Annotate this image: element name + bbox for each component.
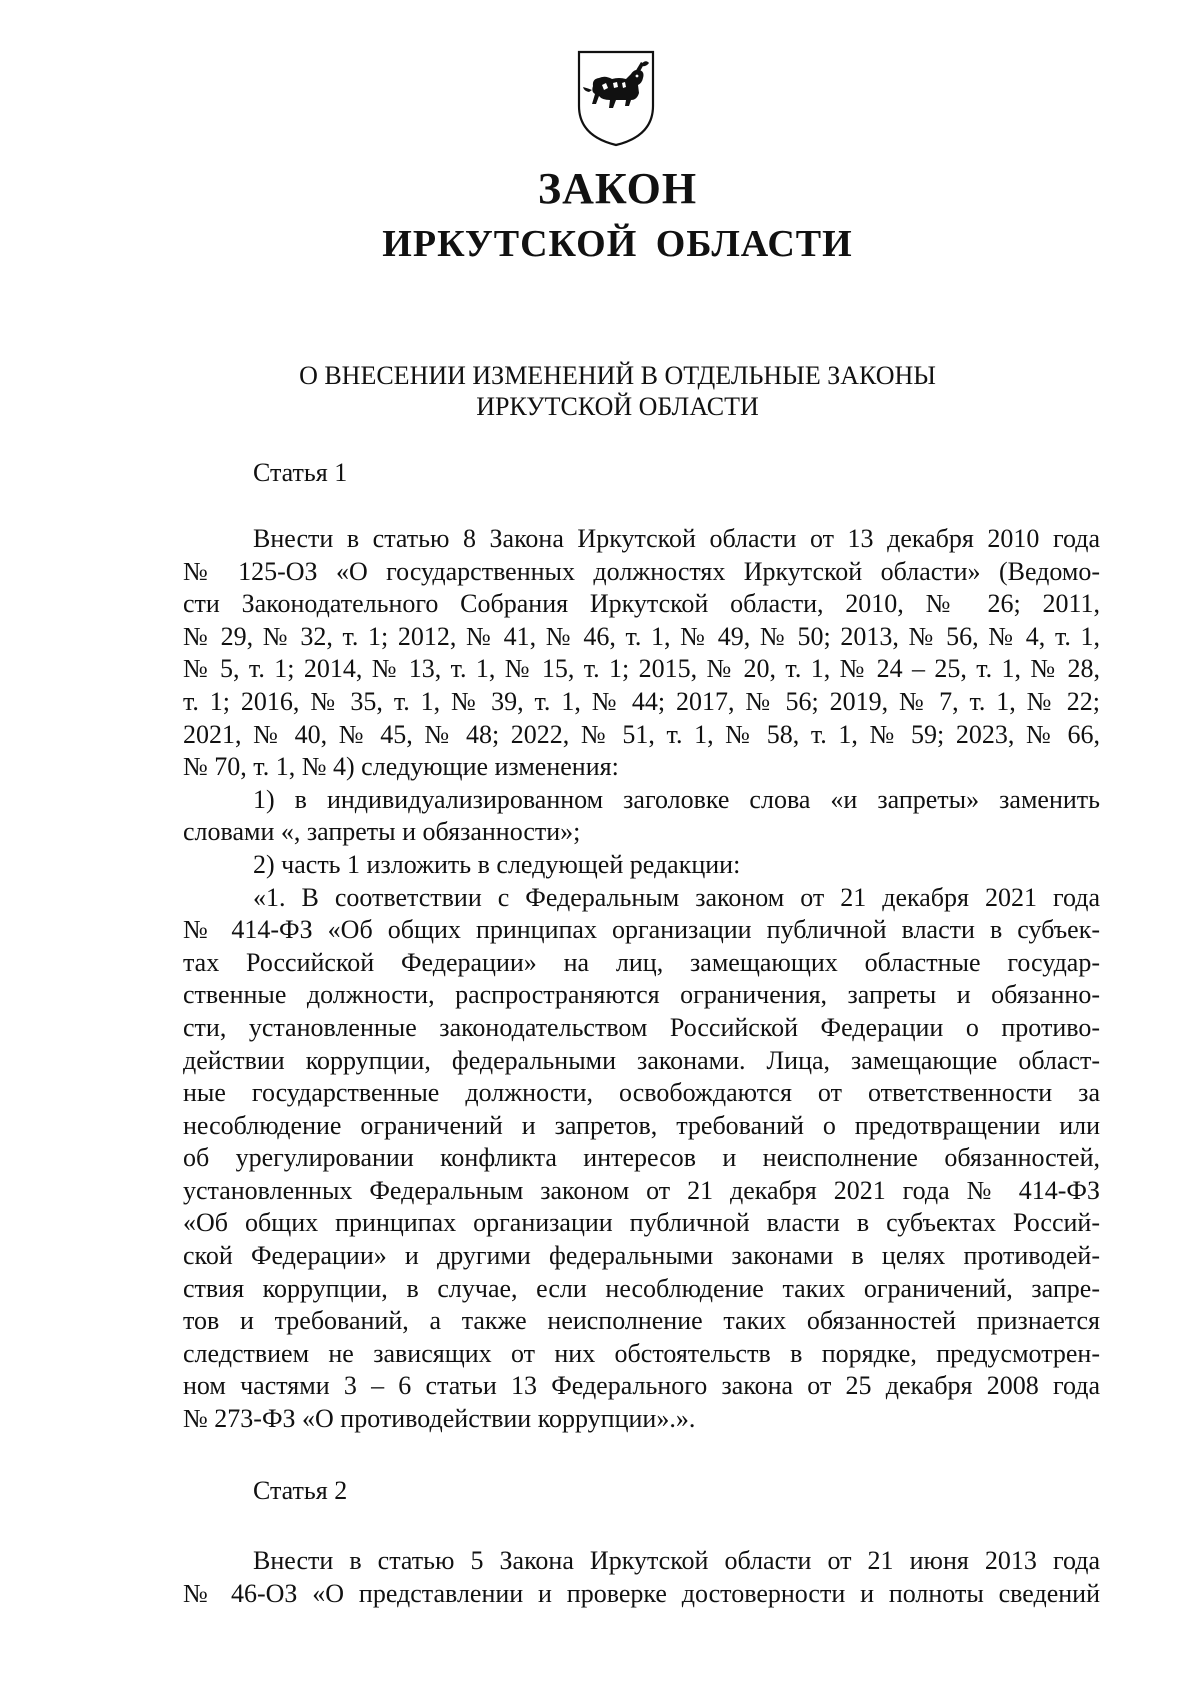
text-line: Внести в статью 8 Закона Иркутской области от 13 декабря 2010 года: [253, 524, 1100, 553]
text-line: тах Российской Федерации» на лиц, замещающих областные государ-: [183, 947, 1100, 977]
article-1-body: [183, 523, 1100, 1436]
text-line: тов и требований, а также неисполнение таких обязанностей признается: [183, 1306, 1100, 1336]
text-line: № 5, т. 1; 2014, № 13, т. 1, № 15, т. 1; 2015, № 20, т. 1, № 24 – 25, т. 1, № 28,: [183, 654, 1100, 684]
text-line: 2021, № 40, № 45, № 48; 2022, № 51, т. 1, № 58, т. 1, № 59; 2023, № 66,: [183, 719, 1100, 749]
text-line: об урегулировании конфликта интересов и неисполнение обязанностей,: [183, 1143, 1100, 1173]
text-line: № 46-ОЗ «О представлении и проверке достоверности и полноты сведений: [183, 1578, 1100, 1608]
law-title: ЗАКОН: [537, 164, 698, 213]
text-line: № 125-ОЗ «О государственных должностях Иркутской области» (Ведомо-: [183, 556, 1100, 586]
text-line: Внести в статью 5 Закона Иркутской области от 21 июня 2013 года: [253, 1546, 1100, 1575]
text-line: № 414-ФЗ «Об общих принципах организации публичной власти в субъек-: [183, 915, 1100, 945]
article-1-heading: Статья 1: [253, 458, 348, 487]
article-2-body: [183, 1545, 1100, 1610]
text-line: 1) в индивидуализированном заголовке слова «и запреты» заменить: [253, 784, 1100, 814]
subtitle-line: ИРКУТСКОЙ ОБЛАСТИ: [476, 392, 759, 421]
text-line: установленных Федеральным законом от 21 декабря 2021 года № 414-ФЗ: [183, 1175, 1100, 1205]
text-line: № 70, т. 1, № 4) следующие изменения:: [183, 752, 619, 782]
text-line: ном частями 3 – 6 статьи 13 Федерального закона от 25 декабря 2008 года: [183, 1371, 1100, 1401]
text-line: ные государственные должности, освобождаются от ответственности за: [183, 1078, 1100, 1108]
text-line: ствия коррупции, в случае, если несоблюдение таких ограничений, запре-: [183, 1273, 1100, 1303]
text-line: ственные должности, распространяются ограничения, запреты и обязанно-: [183, 980, 1100, 1010]
subtitle-line: О ВНЕСЕНИИ ИЗМЕНЕНИЙ В ОТДЕЛЬНЫЕ ЗАКОНЫ: [299, 361, 936, 390]
text-line: словами «, запреты и обязанности»;: [183, 817, 581, 847]
text-line: т. 1; 2016, № 35, т. 1, № 39, т. 1, № 44; 2017, № 56; 2019, № 7, т. 1, № 22;: [183, 686, 1100, 716]
region-title: ИРКУТСКОЙ ОБЛАСТИ: [382, 223, 853, 265]
text-line: сти Законодательного Собрания Иркутской области, 2010, № 26; 2011,: [183, 589, 1100, 619]
text-line: «Об общих принципах организации публичной власти в субъектах Россий-: [183, 1208, 1100, 1238]
text-line: несоблюдение ограничений и запретов, требований о предотвращении или: [183, 1110, 1100, 1140]
text-line: действии коррупции, федеральными законами. Лица, замещающие област-: [183, 1045, 1100, 1075]
text-line: ской Федерации» и другими федеральными законами в целях противодей-: [183, 1241, 1100, 1271]
text-line: № 29, № 32, т. 1; 2012, № 41, № 46, т. 1, № 49, № 50; 2013, № 56, № 4, т. 1,: [183, 621, 1100, 651]
text-line: № 273-ФЗ «О противодействии коррупции».».: [183, 1404, 696, 1434]
law-subtitle: [0, 360, 1200, 422]
article-2-heading: Статья 2: [253, 1476, 348, 1505]
coat-of-arms-emblem: [575, 48, 657, 148]
text-line: сти, установленные законодательством Российской Федерации о противо-: [183, 1012, 1100, 1042]
text-line: 2) часть 1 изложить в следующей редакции:: [253, 849, 741, 879]
text-line: следствием не зависящих от них обстоятельств в порядке, предусмотрен-: [183, 1338, 1100, 1368]
text-line: «1. В соответствии с Федеральным законом от 21 декабря 2021 года: [253, 882, 1100, 912]
